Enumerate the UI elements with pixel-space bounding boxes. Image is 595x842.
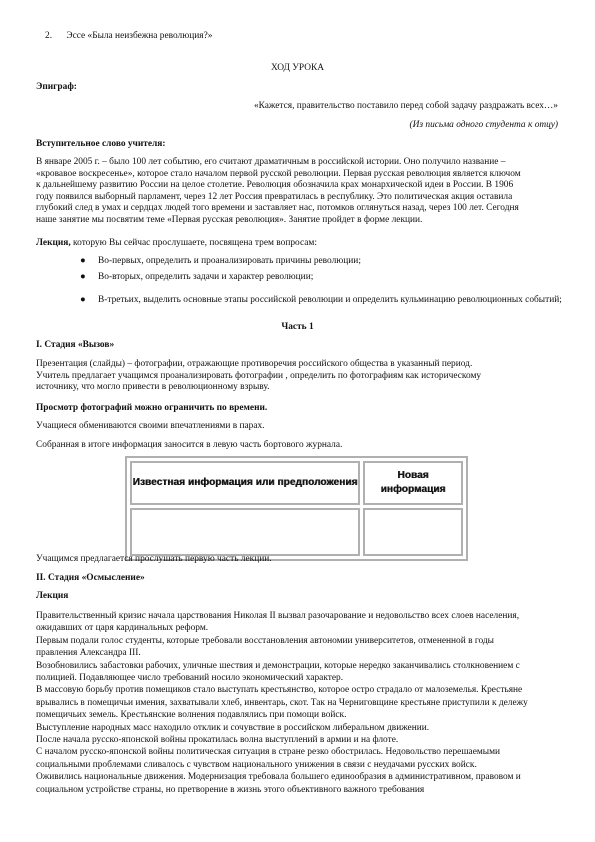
intro-line: наше занятие мы посвятим теме «Первая русская революция». Занятие пройдет в форме лекции. bbox=[36, 214, 423, 225]
lecture-line: После начала русско-японской войны прокатилась волна выступлений в армии и на флоте. bbox=[36, 735, 399, 746]
lecture-line: Первым подали голос студенты, которые требовали восстановления автономии университетов, отмененной в годы bbox=[36, 635, 494, 646]
list-text: Эссе «Была неизбежна революция?» bbox=[66, 31, 213, 41]
lecture-line: С началом русско-японской войны политическая ситуация в стране резко обострилась. Недовольство перешаемыми bbox=[36, 747, 501, 758]
lecture-line: Оживились национальные движения. Модернизация требовала большего единообразия в административном, правовом и bbox=[36, 772, 521, 783]
intro-line: «кровавое воскресенье», которое стало началом первой русской революции. Первая русская революция является ключом bbox=[36, 168, 521, 179]
epigraph-source: (Из письма одного студента к отцу) bbox=[409, 120, 558, 130]
lecture-line: Правительственный кризис начала царствования Николая II вызвал разочарование и недовольство всех слоев населения, bbox=[36, 611, 520, 621]
table-header-new: Новая информация bbox=[363, 461, 463, 505]
listen-text: Учащимся предлагается прослушать первую часть лекции. bbox=[36, 554, 272, 564]
lecture-line: полицией. Подавляющее число требований носило экономический характер. bbox=[36, 673, 344, 684]
lecture-line: ожидавших от царя кардинальных реформ. bbox=[36, 623, 209, 634]
bullet-text: Во-вторых, определить задачи и характер революции; bbox=[98, 272, 314, 282]
stage1-line: Учитель предлагает учащимся проанализировать фотографии , определить по фотографиям как историческому bbox=[36, 370, 482, 381]
intro-paragraph bbox=[36, 157, 521, 227]
lecture-line: В массовую борьбу против помещиков стало выступать крестьянство, которое остро страдало от малоземелья. Крестьяне bbox=[36, 685, 523, 696]
exchange-text: Учащиеся обмениваются своими впечатлениями в парах. bbox=[36, 421, 265, 431]
intro-heading: Вступительное слово учителя: bbox=[36, 139, 166, 149]
lecture-intro-bold: Лекция, bbox=[36, 238, 71, 248]
table-cell-known bbox=[130, 508, 360, 556]
intro-line: В январе 2005 г. – было 100 лет событию, его считают драматичным в российской истории. Оно получило название – bbox=[36, 157, 506, 167]
journal-text: Собранная в итоге информация заносится в левую часть бортового журнала. bbox=[36, 440, 343, 450]
bullet-icon: ● bbox=[80, 272, 86, 282]
photo-note: Просмотр фотографий можно ограничить по времени. bbox=[36, 403, 268, 413]
stage1-heading: I. Стадия «Вызов» bbox=[36, 340, 115, 350]
bullet-icon: ● bbox=[80, 256, 86, 266]
epigraph-quote: «Кажется, правительство поставило перед собой задачу раздражать всех…» bbox=[253, 101, 558, 111]
intro-line: глубокий след в умах и сердцах людей того времени и заставляет нас, потомков оглянуться назад, через 100 лет. Сегодня bbox=[36, 203, 519, 214]
intro-line: году появился выборный парламент, через 12 лет Россия превратилась в республику. Это политическая акция оставила bbox=[36, 191, 513, 202]
part-heading: Часть 1 bbox=[281, 322, 314, 332]
epigraph-label: Эпиграф: bbox=[36, 82, 77, 92]
stage2-heading: II. Стадия «Осмысление» bbox=[36, 573, 145, 583]
bullet-icon: ● bbox=[80, 295, 86, 305]
bullet-text: В-третьих, выделить основные этапы российской революции и определить кульминацию революционных событий; bbox=[98, 295, 562, 305]
lecture-line: помещичьих земель. Крестьянские волнения подавлялись при помощи войск. bbox=[36, 710, 347, 721]
lecture-heading: Лекция bbox=[36, 591, 69, 601]
list-item bbox=[45, 31, 212, 43]
lecture-line: социальными проблемами сливалось с чувством национального унижения в связи с неудачами русских войск. bbox=[36, 759, 477, 770]
lecture-intro bbox=[36, 238, 317, 250]
lecture-intro-text: которую Вы сейчас прослушаете, посвящена трем вопросам: bbox=[70, 238, 317, 248]
lecture-text bbox=[36, 610, 528, 796]
table-cell-new bbox=[363, 508, 463, 556]
table-header-row bbox=[130, 461, 463, 505]
lecture-line: Возобновились забастовки рабочих, уличные шествия и демонстрации, которые нередко заканчивались столкновением с bbox=[36, 660, 520, 671]
stage1-line: Презентация (слайды) – фотографии, отражающие противоречия российского общества в указанный период. bbox=[36, 359, 473, 369]
list-number: 2. bbox=[45, 31, 53, 41]
page-title: ХОД УРОКА bbox=[270, 63, 325, 73]
bullet-text: Во-первых, определить и проанализировать причины революции; bbox=[98, 256, 361, 266]
intro-line: к дальнейшему развитию России на целое столетие. Революция обозначила крах монархической идеи в России. В 1906 bbox=[36, 180, 514, 191]
lecture-line: врывались в помещичьи имения, захватывали хлеб, инвентарь, скот. Так на Черниговщине крестьяне приступили к дележу bbox=[36, 697, 528, 708]
table-row bbox=[130, 508, 463, 556]
stage1-paragraph bbox=[36, 359, 481, 394]
journal-table bbox=[125, 456, 468, 561]
lecture-line: Выступление народных масс находило отклик и сочувствие в российском либеральном движении. bbox=[36, 722, 430, 733]
table-header-known: Известная информация или предположения bbox=[130, 461, 360, 505]
stage1-line: источнику, что могло привести в революционному взрыву. bbox=[36, 382, 270, 393]
lecture-line: правления Александра III. bbox=[36, 648, 141, 659]
lecture-line: социальном устройстве страны, но претворение в жизнь этого объективного важного требования bbox=[36, 784, 425, 795]
